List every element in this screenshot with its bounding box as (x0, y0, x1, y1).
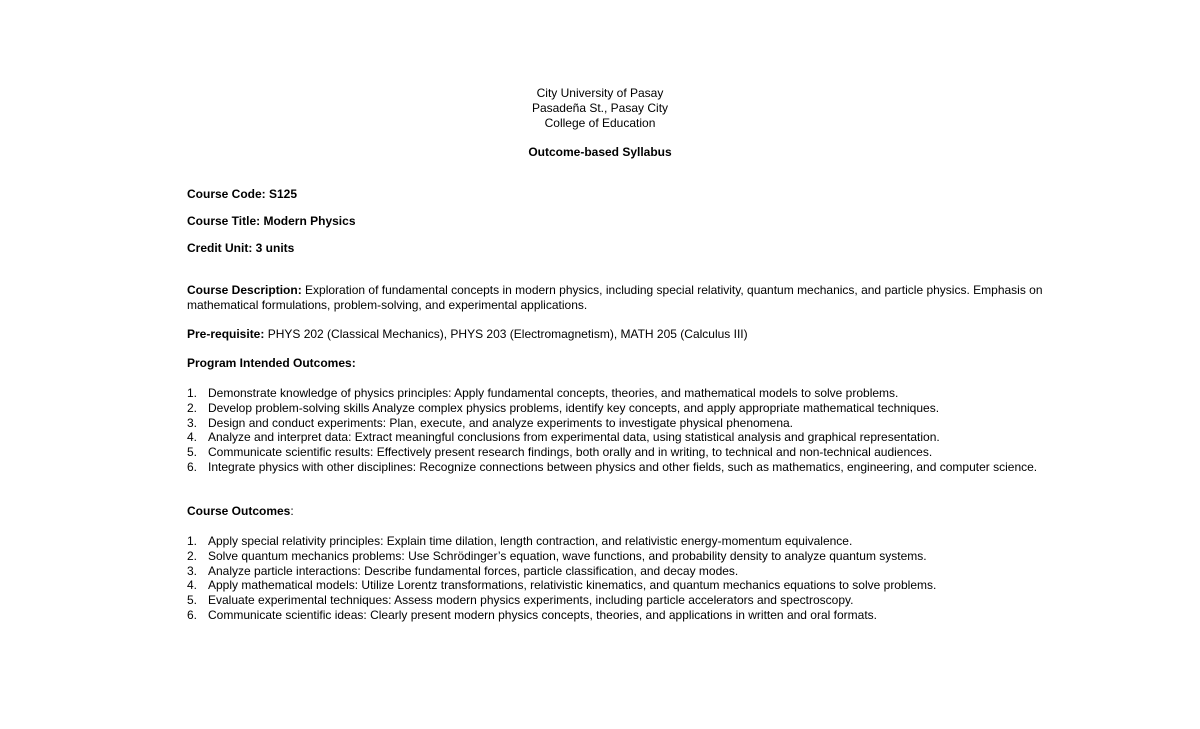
list-text: Design and conduct experiments: Plan, execute, and analyze experiments to investigate physical phenomena. (208, 415, 794, 430)
university-name: City University of Pasay (536, 86, 664, 100)
list-number: 5. (187, 593, 198, 608)
course-outcomes-list (187, 534, 936, 623)
course-description (187, 283, 1047, 313)
list-number: 3. (187, 415, 198, 430)
list-item (187, 430, 1037, 445)
syllabus-title: Outcome-based Syllabus (528, 145, 672, 159)
program-outcomes-heading: Program Intended Outcomes: (187, 356, 356, 370)
list-number: 6. (187, 607, 198, 622)
list-number: 2. (187, 548, 198, 563)
list-item (187, 386, 1037, 401)
list-item (187, 416, 1037, 431)
prerequisite-label: Pre-requisite: (187, 327, 265, 341)
list-item (187, 549, 936, 564)
course-code: Course Code: S125 (187, 187, 298, 201)
list-number: 2. (187, 400, 198, 415)
university-address: Pasadeña St., Pasay City (531, 100, 669, 115)
list-text: Analyze particle interactions: Describe fundamental forces, particle classification, and decay modes. (208, 563, 739, 578)
course-title: Course Title: Modern Physics (187, 214, 356, 228)
list-number: 1. (187, 534, 198, 548)
list-number: 1. (187, 386, 198, 400)
course-description-text: Exploration of fundamental concepts in modern physics, including special relativity, quantum mechanics, and particle physics. Emphasis on mathematical formulations, problem-solving, and experimental applications. (187, 283, 1043, 312)
list-text: Evaluate experimental techniques: Assess modern physics experiments, including particle accelerators and spectroscopy. (208, 593, 854, 608)
list-number: 6. (187, 459, 198, 474)
credit-unit: Credit Unit: 3 units (187, 241, 295, 255)
list-text: Demonstrate knowledge of physics principles: Apply fundamental concepts, theories, and mathematical models to solve problems. (208, 386, 899, 400)
list-text: Integrate physics with other disciplines: Recognize connections between physics and other fields, such as mathematics, engineering, and computer science. (208, 459, 1038, 474)
prerequisite (187, 327, 1047, 342)
document-header (0, 86, 1200, 130)
list-number: 5. (187, 445, 198, 460)
program-outcomes-list (187, 386, 1037, 475)
list-number: 4. (187, 578, 198, 593)
list-number: 3. (187, 563, 198, 578)
list-text: Analyze and interpret data: Extract meaningful conclusions from experimental data, using statistical analysis and graphical representation. (208, 430, 940, 445)
course-description-label: Course Description: (187, 283, 302, 297)
list-text: Apply special relativity principles: Explain time dilation, length contraction, and relativistic energy-momentum equivalence. (208, 534, 853, 548)
course-outcomes-heading-suffix: : (290, 504, 294, 518)
prerequisite-text: PHYS 202 (Classical Mechanics), PHYS 203 (Electromagnetism), MATH 205 (Calculus III) (264, 327, 748, 341)
list-text: Develop problem-solving skills Analyze complex physics problems, identify key concepts, and apply appropriate mathematical techniques. (208, 400, 940, 415)
college-name: College of Education (544, 115, 656, 130)
list-text: Solve quantum mechanics problems: Use Schrödinger’s equation, wave functions, and probability density to analyze quantum systems. (208, 548, 927, 563)
list-item (187, 593, 936, 608)
course-outcomes-heading-text: Course Outcomes (187, 504, 291, 518)
list-item (187, 401, 1037, 416)
list-item (187, 608, 936, 623)
list-item (187, 564, 936, 579)
list-item (187, 445, 1037, 460)
list-text: Apply mathematical models: Utilize Lorentz transformations, relativistic kinematics, and quantum mechanics equations to solve problems. (208, 578, 937, 593)
list-number: 4. (187, 430, 198, 445)
list-item (187, 578, 936, 593)
list-text: Communicate scientific results: Effectively present research findings, both orally and in writing, to technical and non-technical audiences. (208, 445, 933, 460)
list-item (187, 534, 936, 549)
list-text: Communicate scientific ideas: Clearly present modern physics concepts, theories, and applications in written and oral formats. (208, 607, 877, 622)
course-outcomes-heading (187, 504, 1047, 519)
list-item (187, 460, 1037, 475)
